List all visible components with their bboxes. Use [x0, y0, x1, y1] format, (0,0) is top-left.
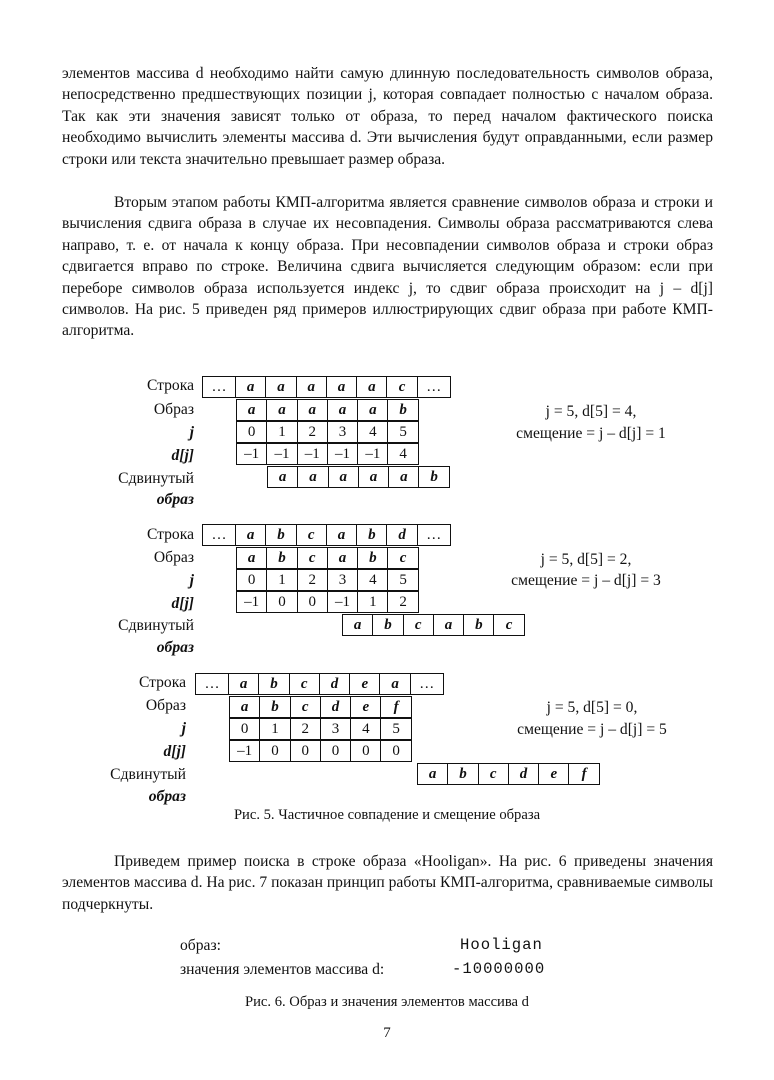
cell: 5 — [380, 718, 411, 740]
cell: b — [387, 399, 418, 421]
fig6-label-pattern: образ: — [180, 937, 221, 954]
cell: d — [320, 696, 351, 718]
cell: … — [417, 524, 451, 546]
string-row — [203, 524, 451, 546]
string-row — [196, 673, 444, 695]
cell: f — [568, 763, 599, 785]
cell: a — [328, 466, 359, 488]
cell: d — [386, 524, 417, 546]
cell: a — [327, 547, 358, 569]
cell: a — [433, 614, 464, 636]
label-j: j — [189, 424, 194, 441]
cell: –1 — [327, 591, 358, 613]
label-d: d[j] — [171, 595, 194, 612]
cell: 4 — [350, 718, 381, 740]
cell: c — [296, 524, 327, 546]
label-d: d[j] — [171, 447, 194, 464]
cell: a — [235, 524, 266, 546]
note-line-1: j = 5, d[5] = 4, — [545, 403, 637, 420]
cell: 4 — [387, 443, 418, 465]
cell: 4 — [357, 569, 388, 591]
d-row — [237, 591, 419, 613]
cell: 3 — [327, 569, 358, 591]
cell: e — [350, 696, 381, 718]
cell: c — [289, 673, 320, 695]
fig6-value-values: -10000000 — [452, 960, 546, 978]
pattern-row — [237, 399, 419, 421]
d-row — [237, 443, 419, 465]
cell: a — [326, 524, 357, 546]
label-d: d[j] — [163, 743, 186, 760]
cell: a — [357, 399, 388, 421]
cell: … — [417, 376, 451, 398]
cell: –1 — [236, 591, 267, 613]
cell: 1 — [266, 421, 297, 443]
cell: a — [236, 547, 267, 569]
cell: b — [357, 547, 388, 569]
cell: 2 — [297, 569, 328, 591]
note-line-2: смещение = j – d[j] = 5 — [517, 721, 667, 738]
cell: a — [228, 673, 259, 695]
cell: 2 — [387, 591, 418, 613]
label-string: Строка — [146, 526, 194, 543]
cell: a — [235, 376, 266, 398]
cell: b — [447, 763, 478, 785]
cell: –1 — [236, 443, 267, 465]
cell: –1 — [229, 740, 260, 762]
label-string: Строка — [146, 377, 194, 394]
label-shifted: Сдвинутый — [110, 766, 186, 783]
cell: 2 — [297, 421, 328, 443]
label-j: j — [181, 720, 186, 737]
cell: b — [259, 696, 290, 718]
cell: 0 — [297, 591, 328, 613]
cell: –1 — [357, 443, 388, 465]
cell: 0 — [290, 740, 321, 762]
label-pattern: Образ — [153, 401, 194, 418]
cell: 1 — [259, 718, 290, 740]
cell: –1 — [327, 443, 358, 465]
cell: … — [195, 673, 229, 695]
label-shifted-2: образ — [148, 788, 186, 805]
cell: 0 — [350, 740, 381, 762]
cell: –1 — [297, 443, 328, 465]
note-line-1: j = 5, d[5] = 0, — [546, 699, 638, 716]
cell: 0 — [229, 718, 260, 740]
cell: 4 — [357, 421, 388, 443]
paragraph-2: Вторым этапом работы КМП-алгоритма является сравнение символов образа и строки и вычисления сдвига образа в случае их несовпадения. Символы образа рассматриваются слева направо, т. е. от начала к концу образа. При несовпадении символов образа и строки образ сдвигается вправо по строке. Величина сдвига вычисляется следующим образом: если при переборе символов образа используется индекс j, то сдвиг образа происходит на j – d[j] символов. На рис. 5 приведен ряд примеров иллюстрирующих сдвиг образа при работе КМП-алгоритма. — [62, 194, 713, 340]
note-line-2: смещение = j – d[j] = 3 — [511, 572, 661, 589]
pattern-row — [237, 547, 419, 569]
cell: a — [388, 466, 419, 488]
cell: 5 — [387, 569, 418, 591]
fig6-label-values: значения элементов массива d: — [180, 961, 385, 978]
figure-5-caption: Рис. 5. Частичное совпадение и смещение образа — [233, 807, 541, 823]
cell: b — [372, 614, 403, 636]
cell: a — [358, 466, 389, 488]
paragraph-1: элементов массива d необходимо найти самую длинную последовательность символов образа, непосредственно предшествующих позиции j, которая совпадает полностью с началом образа. Так как эти значения зависят только от образа, то перед началом фактического поиска необходимо вычислить элементы массива d. Эти вычисления будут оправданными, если размер строки или текста значительно превышает размер образа. — [62, 65, 713, 168]
cell: a — [265, 376, 296, 398]
cell: e — [349, 673, 380, 695]
cell: a — [356, 376, 387, 398]
cell: c — [386, 376, 417, 398]
cell: … — [202, 524, 236, 546]
fig6-value-pattern: Hooligan — [460, 936, 543, 954]
note-line-1: j = 5, d[5] = 2, — [540, 551, 632, 568]
cell: a — [379, 673, 410, 695]
cell: a — [297, 399, 328, 421]
cell: a — [297, 466, 328, 488]
cell: 0 — [320, 740, 351, 762]
cell: b — [266, 547, 297, 569]
label-string: Строка — [138, 674, 186, 691]
cell: a — [417, 763, 448, 785]
d-row — [230, 740, 412, 762]
j-row — [230, 718, 412, 740]
cell: a — [266, 399, 297, 421]
cell: 0 — [259, 740, 290, 762]
shifted-row — [418, 763, 600, 785]
cell: 3 — [320, 718, 351, 740]
label-pattern: Образ — [145, 697, 186, 714]
cell: a — [342, 614, 373, 636]
j-row — [237, 569, 419, 591]
cell: b — [463, 614, 494, 636]
cell: a — [229, 696, 260, 718]
cell: 3 — [327, 421, 358, 443]
cell: b — [418, 466, 449, 488]
page-number: 7 — [383, 1025, 391, 1041]
cell: a — [267, 466, 298, 488]
cell: 0 — [266, 591, 297, 613]
figure-6-caption: Рис. 6. Образ и значения элементов массива d — [245, 994, 529, 1010]
cell: 1 — [266, 569, 297, 591]
label-shifted-2: образ — [156, 491, 194, 508]
shifted-row — [343, 614, 525, 636]
cell: 0 — [236, 569, 267, 591]
label-pattern: Образ — [153, 549, 194, 566]
cell: 0 — [380, 740, 411, 762]
cell: c — [403, 614, 434, 636]
cell: c — [297, 547, 328, 569]
cell: d — [508, 763, 539, 785]
cell: b — [265, 524, 296, 546]
paragraph-3: Приведем пример поиска в строке образа «Hooligan». На рис. 6 приведены значения элементов массива d. На рис. 7 показан принцип работы КМП-алгоритма, сравниваемые символы подчеркнуты. — [62, 853, 713, 913]
label-j: j — [189, 572, 194, 589]
cell: 1 — [357, 591, 388, 613]
cell: b — [356, 524, 387, 546]
cell: b — [258, 673, 289, 695]
cell: a — [296, 376, 327, 398]
cell: a — [236, 399, 267, 421]
cell: a — [326, 376, 357, 398]
label-shifted: Сдвинутый — [118, 617, 194, 634]
j-row — [237, 421, 419, 443]
label-shifted: Сдвинутый — [118, 470, 194, 487]
cell: f — [380, 696, 411, 718]
cell: –1 — [266, 443, 297, 465]
cell: 0 — [236, 421, 267, 443]
cell: c — [290, 696, 321, 718]
label-shifted-2: образ — [156, 639, 194, 656]
cell: c — [493, 614, 524, 636]
cell: d — [319, 673, 350, 695]
pattern-row — [230, 696, 412, 718]
shifted-row — [268, 466, 450, 488]
cell: … — [202, 376, 236, 398]
cell: a — [327, 399, 358, 421]
cell: 2 — [290, 718, 321, 740]
cell: c — [387, 547, 418, 569]
note-line-2: смещение = j – d[j] = 1 — [516, 425, 666, 442]
cell: … — [410, 673, 444, 695]
cell: 5 — [387, 421, 418, 443]
string-row — [203, 376, 451, 398]
cell: c — [478, 763, 509, 785]
cell: e — [538, 763, 569, 785]
